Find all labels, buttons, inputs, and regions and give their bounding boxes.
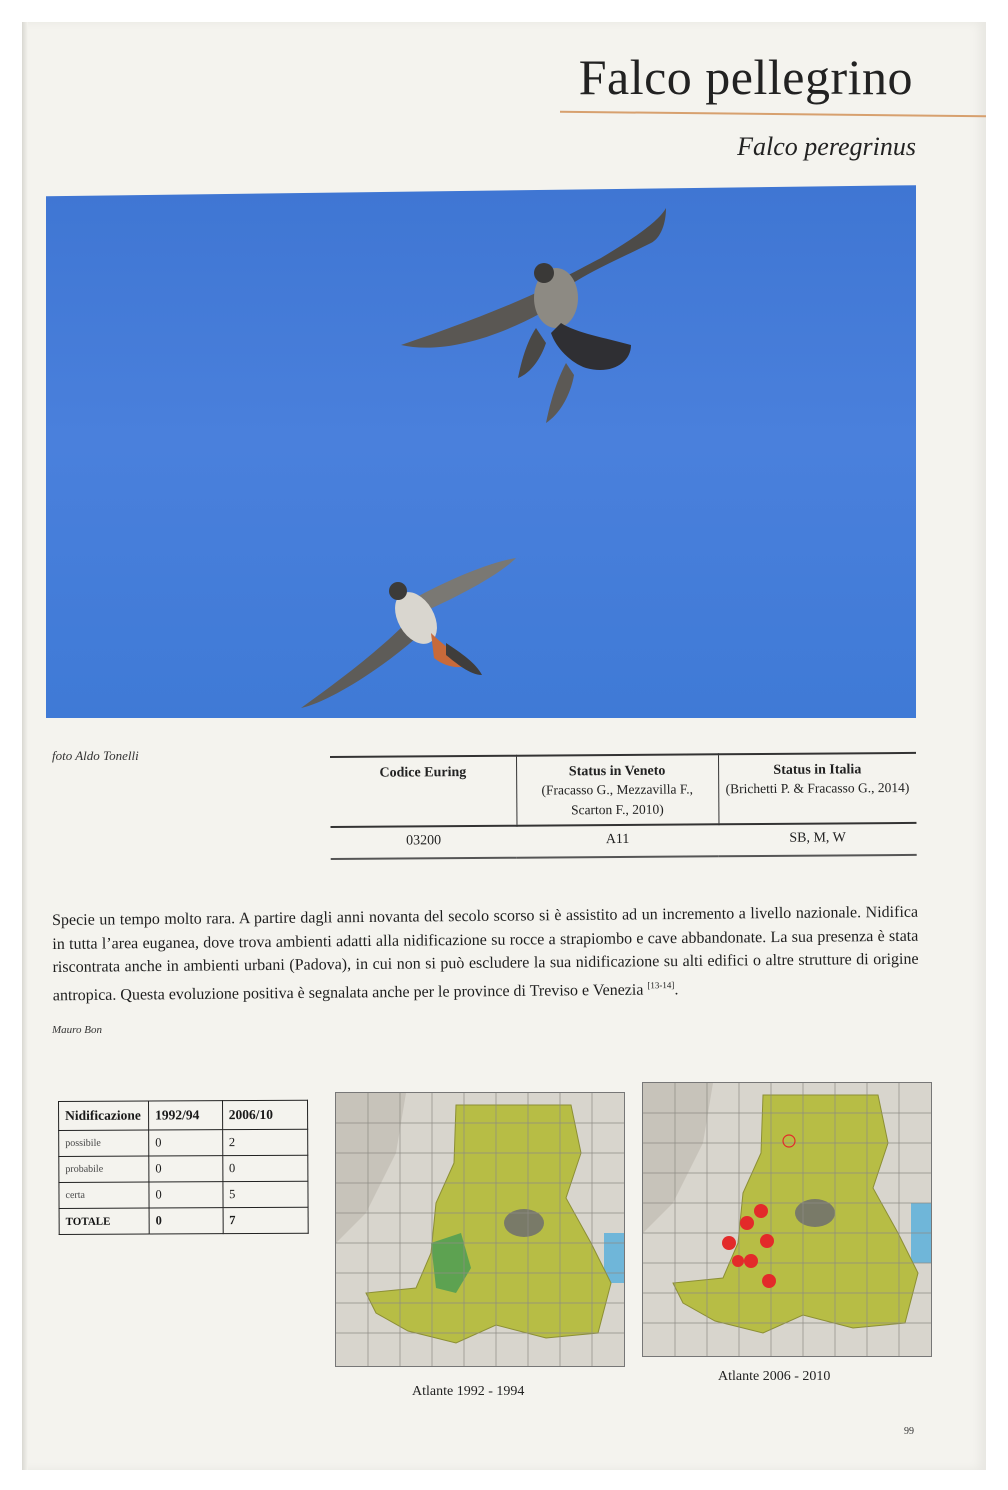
nid-header-label: Nidificazione	[59, 1101, 149, 1130]
table-row: certa 0 5	[59, 1181, 308, 1208]
nidificazione-table	[58, 1100, 309, 1235]
map-caption-2006: Atlante 2006 - 2010	[718, 1369, 831, 1384]
species-title: Falco pellegrino	[578, 49, 913, 105]
map-caption-1992: Atlante 1992 - 1994	[412, 1384, 525, 1399]
header-status-veneto: Status in Veneto (Fracasso G., Mezzavilla F., Scarton F., 2010)	[516, 754, 718, 825]
falcon-with-prey-illustration	[401, 208, 666, 423]
distribution-map-2006	[642, 1082, 932, 1357]
citation-ref: [13-14]	[647, 979, 675, 990]
status-table-row	[330, 823, 916, 859]
species-description: Specie un tempo molto rara. A partire dagli anni novanta del secolo scorso si è assistito ad un incremento a livello nazionale. Nidifica in tutta l’area euganea, dove trova ambienti adatti alla nidificazione su rocce a strapiombo e cave abbandonate. La sua presenza è stata riscontrata anche in ambienti urbani (Padova), in cui non si può escludere la sua nidificazione su alti edifici o altre strutture di origine antropica. Questa evoluzione positiva è segnalata anche per le province di Treviso e Venezia [13-14].	[52, 903, 919, 1004]
page-gutter	[22, 22, 28, 1470]
text-author: Mauro Bon	[52, 1024, 103, 1036]
status-table	[330, 752, 917, 860]
table-row: possibile 0 2	[59, 1129, 308, 1156]
cell-veneto: A11	[605, 831, 630, 848]
table-row: probabile 0 0	[59, 1155, 308, 1182]
header-status-italia: Status in Italia (Brichetti P. & Fracasso G., 2014)	[718, 753, 916, 824]
page-number: 99	[904, 1426, 914, 1437]
total-row: TOTALE 0 7	[59, 1207, 308, 1234]
distribution-map-1992	[335, 1092, 625, 1367]
species-scientific-name: Falco peregrinus	[737, 132, 916, 161]
falcon-illustration	[301, 558, 516, 708]
status-table-header	[330, 753, 916, 827]
ref-italia: (Brichetti P. & Fracasso G., 2014)	[725, 779, 910, 797]
cell-codice: 03200	[406, 833, 442, 849]
nid-header-1992: 1992/94	[148, 1101, 222, 1130]
photo-credit: foto Aldo Tonelli	[52, 748, 139, 763]
cell-italia: SB, M, W	[789, 830, 846, 846]
falcon-photo	[46, 163, 916, 718]
nid-header-2006: 2006/10	[222, 1100, 308, 1129]
header-codice-euring: Codice Euring	[379, 765, 467, 781]
ref-veneto: (Fracasso G., Mezzavilla F., Scarton F., 2010)	[541, 781, 694, 818]
